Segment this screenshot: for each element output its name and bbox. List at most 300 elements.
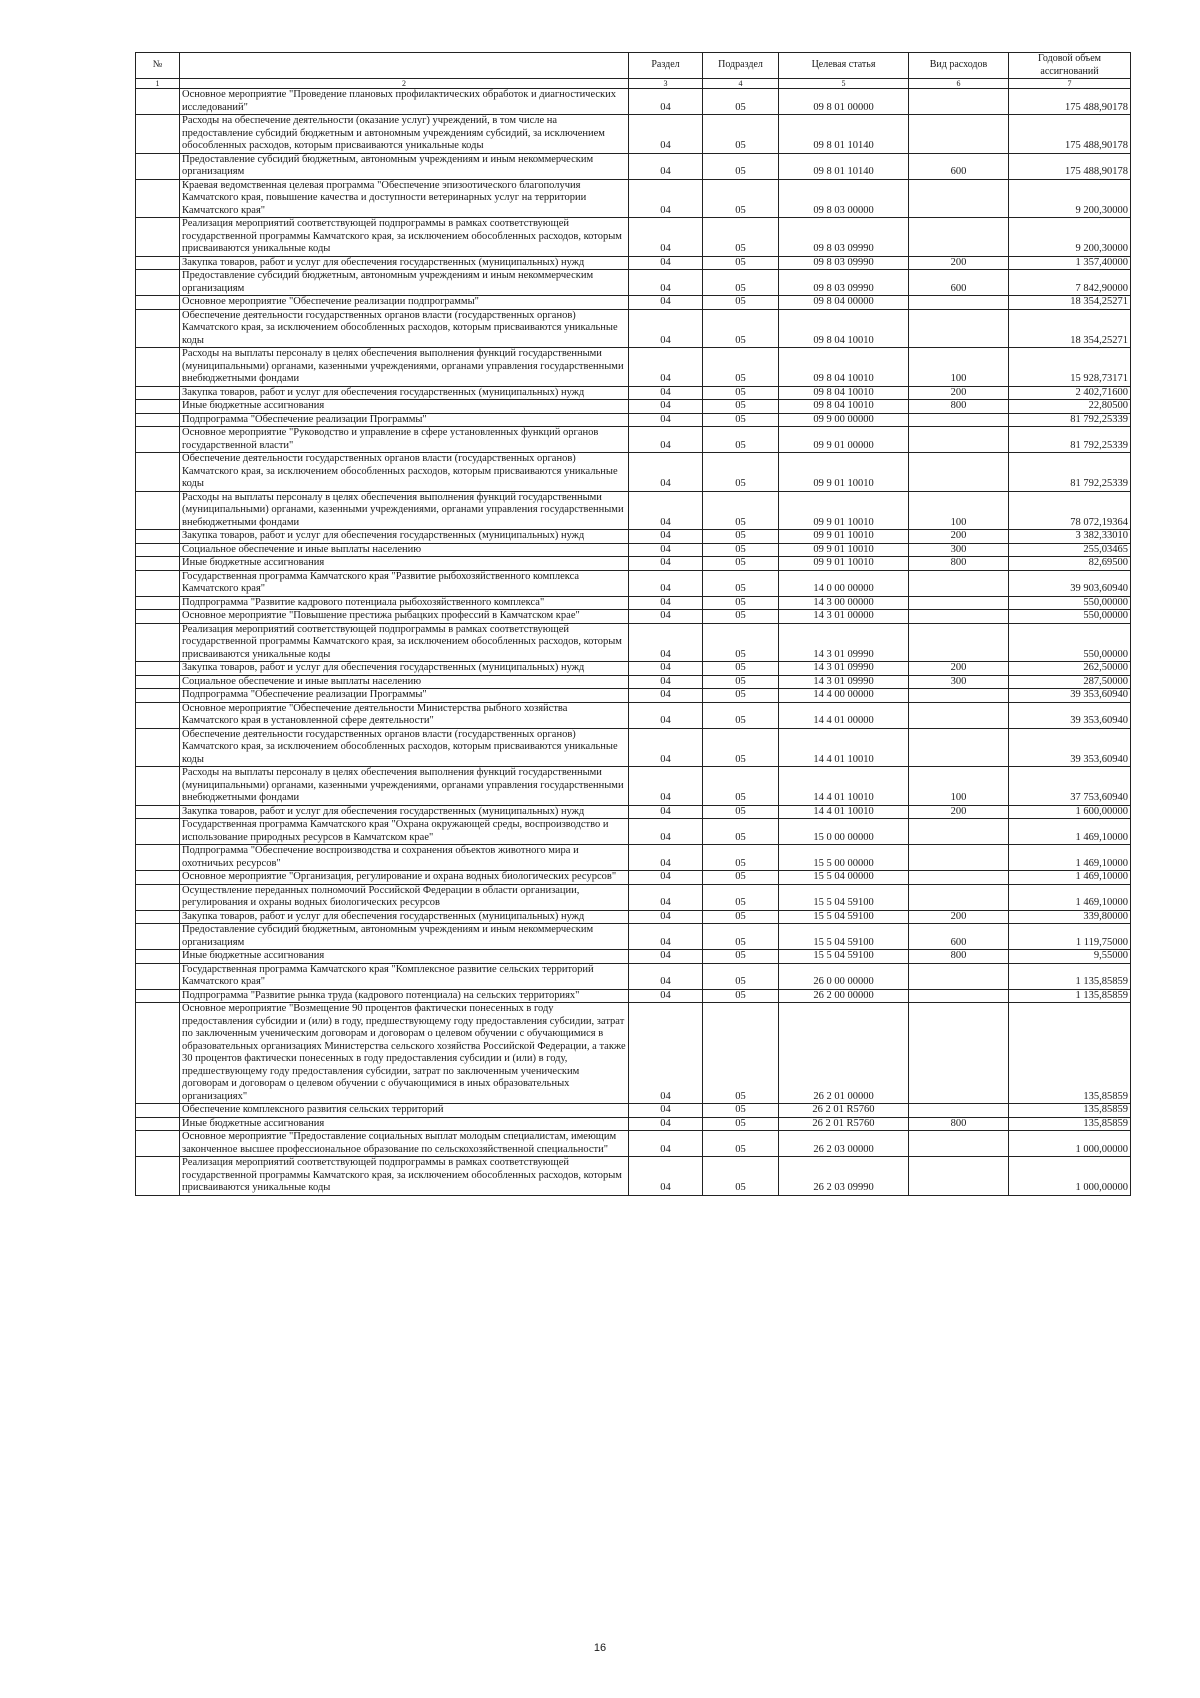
- cell-num: [136, 910, 180, 924]
- cell-vid-rashodov: [909, 1131, 1009, 1157]
- cell-celevaya-statya: 15 5 04 00000: [779, 871, 909, 885]
- table-row: [136, 530, 1131, 544]
- cell-podrazdel: 05: [703, 924, 779, 950]
- cell-razdel: 04: [629, 543, 703, 557]
- cell-description: Иные бюджетные ассигнования: [180, 950, 629, 964]
- table-header-row: [136, 53, 1131, 79]
- cell-podrazdel: 05: [703, 89, 779, 115]
- cell-vid-rashodov: [909, 963, 1009, 989]
- cell-num: [136, 610, 180, 624]
- table-row: [136, 557, 1131, 571]
- cell-vid-rashodov: 100: [909, 767, 1009, 806]
- cell-godovoy-obem: 39 903,60940: [1009, 570, 1131, 596]
- table-row: [136, 689, 1131, 703]
- cell-podrazdel: 05: [703, 1117, 779, 1131]
- cell-num: [136, 413, 180, 427]
- cell-vid-rashodov: [909, 413, 1009, 427]
- cell-razdel: 04: [629, 805, 703, 819]
- cell-vid-rashodov: [909, 871, 1009, 885]
- cell-vid-rashodov: 200: [909, 662, 1009, 676]
- cell-vid-rashodov: 600: [909, 270, 1009, 296]
- cell-celevaya-statya: 09 8 03 00000: [779, 179, 909, 218]
- cell-num: [136, 270, 180, 296]
- cell-description: Закупка товаров, работ и услуг для обеспечения государственных (муниципальных) нужд: [180, 662, 629, 676]
- cell-num: [136, 570, 180, 596]
- cell-description: Государственная программа Камчатского края "Комплексное развитие сельских территорий Камчатского края": [180, 963, 629, 989]
- table-row: [136, 1104, 1131, 1118]
- cell-celevaya-statya: 09 9 00 00000: [779, 413, 909, 427]
- cell-description: Расходы на обеспечение деятельности (оказание услуг) учреждений, в том числе на предоставление субсидий бюджетным и автономным учреждениям субсидий, за исключением обособленных расходов, которым присваиваются уникальные коды: [180, 115, 629, 154]
- cell-razdel: 04: [629, 910, 703, 924]
- cell-description: Основное мероприятие "Повышение престижа рыбацких профессий в Камчатском крае": [180, 610, 629, 624]
- cell-celevaya-statya: 09 8 04 10010: [779, 348, 909, 387]
- cell-description: Иные бюджетные ассигнования: [180, 1117, 629, 1131]
- cell-razdel: 04: [629, 871, 703, 885]
- table-row: [136, 1131, 1131, 1157]
- cell-podrazdel: 05: [703, 1003, 779, 1104]
- cell-podrazdel: 05: [703, 296, 779, 310]
- cell-num: [136, 256, 180, 270]
- table-row: [136, 89, 1131, 115]
- cell-razdel: 04: [629, 767, 703, 806]
- column-number-row: [136, 79, 1131, 89]
- cell-vid-rashodov: [909, 819, 1009, 845]
- table-row: [136, 491, 1131, 530]
- cell-godovoy-obem: 82,69500: [1009, 557, 1131, 571]
- cell-podrazdel: 05: [703, 675, 779, 689]
- cell-description: Расходы на выплаты персоналу в целях обеспечения выполнения функций государственными (муниципальными) органами, казенными учреждениями, органами управления государственными внебюджетными фондами: [180, 491, 629, 530]
- cell-vid-rashodov: 100: [909, 348, 1009, 387]
- cell-num: [136, 989, 180, 1003]
- cell-celevaya-statya: 09 8 01 10140: [779, 153, 909, 179]
- cell-num: [136, 728, 180, 767]
- cell-vid-rashodov: 200: [909, 386, 1009, 400]
- column-number: 2: [180, 79, 629, 89]
- cell-vid-rashodov: [909, 702, 1009, 728]
- cell-celevaya-statya: 14 4 01 10010: [779, 767, 909, 806]
- cell-vid-rashodov: [909, 89, 1009, 115]
- cell-godovoy-obem: 550,00000: [1009, 596, 1131, 610]
- cell-celevaya-statya: 15 5 04 59100: [779, 924, 909, 950]
- cell-podrazdel: 05: [703, 348, 779, 387]
- table-row: [136, 153, 1131, 179]
- cell-podrazdel: 05: [703, 596, 779, 610]
- cell-celevaya-statya: 14 3 01 00000: [779, 610, 909, 624]
- table-row: [136, 1157, 1131, 1196]
- cell-num: [136, 662, 180, 676]
- cell-celevaya-statya: 09 9 01 10010: [779, 557, 909, 571]
- cell-num: [136, 348, 180, 387]
- cell-description: Закупка товаров, работ и услуг для обеспечения государственных (муниципальных) нужд: [180, 910, 629, 924]
- cell-num: [136, 453, 180, 492]
- cell-podrazdel: 05: [703, 767, 779, 806]
- cell-celevaya-statya: 14 4 01 00000: [779, 702, 909, 728]
- cell-podrazdel: 05: [703, 115, 779, 154]
- cell-razdel: 04: [629, 728, 703, 767]
- cell-num: [136, 767, 180, 806]
- cell-celevaya-statya: 26 2 00 00000: [779, 989, 909, 1003]
- cell-num: [136, 884, 180, 910]
- cell-razdel: 04: [629, 570, 703, 596]
- column-number: 3: [629, 79, 703, 89]
- cell-description: Обеспечение деятельности государственных органов власти (государственных органов) Камчатского края, за исключением обособленных расходов, которым присваиваются уникальные коды: [180, 309, 629, 348]
- cell-vid-rashodov: 200: [909, 530, 1009, 544]
- cell-celevaya-statya: 09 8 03 09990: [779, 270, 909, 296]
- cell-godovoy-obem: 22,80500: [1009, 400, 1131, 414]
- page-number: 16: [593, 1642, 607, 1654]
- cell-godovoy-obem: 135,85859: [1009, 1117, 1131, 1131]
- cell-razdel: 04: [629, 256, 703, 270]
- cell-vid-rashodov: [909, 884, 1009, 910]
- cell-celevaya-statya: 09 8 01 00000: [779, 89, 909, 115]
- cell-godovoy-obem: 1 135,85859: [1009, 963, 1131, 989]
- cell-podrazdel: 05: [703, 1131, 779, 1157]
- cell-podrazdel: 05: [703, 819, 779, 845]
- cell-vid-rashodov: 800: [909, 950, 1009, 964]
- cell-num: [136, 400, 180, 414]
- cell-num: [136, 819, 180, 845]
- cell-num: [136, 543, 180, 557]
- table-row: [136, 1003, 1131, 1104]
- cell-godovoy-obem: 39 353,60940: [1009, 728, 1131, 767]
- cell-description: Иные бюджетные ассигнования: [180, 400, 629, 414]
- cell-godovoy-obem: 1 135,85859: [1009, 989, 1131, 1003]
- cell-celevaya-statya: 14 3 01 09990: [779, 675, 909, 689]
- table-row: [136, 596, 1131, 610]
- cell-description: Закупка товаров, работ и услуг для обеспечения государственных (муниципальных) нужд: [180, 386, 629, 400]
- cell-podrazdel: 05: [703, 543, 779, 557]
- header-num: №: [136, 53, 180, 79]
- cell-podrazdel: 05: [703, 309, 779, 348]
- column-number: 4: [703, 79, 779, 89]
- cell-num: [136, 386, 180, 400]
- cell-razdel: 04: [629, 153, 703, 179]
- cell-podrazdel: 05: [703, 805, 779, 819]
- cell-description: Реализация мероприятий соответствующей подпрограммы в рамках соответствующей государственной программы Камчатского края, за исключением обособленных расходов, которым присваиваются уникальные коды: [180, 623, 629, 662]
- cell-razdel: 04: [629, 557, 703, 571]
- cell-podrazdel: 05: [703, 950, 779, 964]
- cell-num: [136, 1104, 180, 1118]
- cell-razdel: 04: [629, 963, 703, 989]
- cell-vid-rashodov: [909, 610, 1009, 624]
- cell-num: [136, 871, 180, 885]
- cell-vid-rashodov: 200: [909, 805, 1009, 819]
- cell-godovoy-obem: 9 200,30000: [1009, 179, 1131, 218]
- cell-num: [136, 950, 180, 964]
- cell-vid-rashodov: [909, 1104, 1009, 1118]
- column-number: 5: [779, 79, 909, 89]
- cell-razdel: 04: [629, 1003, 703, 1104]
- cell-godovoy-obem: 255,03465: [1009, 543, 1131, 557]
- table-row: [136, 453, 1131, 492]
- cell-description: Государственная программа Камчатского края "Развитие рыбохозяйственного комплекса Камчатского края": [180, 570, 629, 596]
- cell-podrazdel: 05: [703, 400, 779, 414]
- cell-description: Основное мероприятие "Возмещение 90 процентов фактически понесенных в году предоставления субсидии и (или) в году, предшествующему году предоставления субсидии, затрат по заключенным ученическим договорам и договорам о целевом обучении с обучающимися в образовательных организациях Министерства сельского хозяйства Российской Федерации, а также 30 процентов фактически понесенных в году предоставления субсидии и (или) в году, предшествующему году предоставления субсидии, затрат по заключенным ученическим договорам и договорам о целевом обучении с обучающимися в иных образовательных организациях": [180, 1003, 629, 1104]
- column-number: 7: [1009, 79, 1131, 89]
- table-row: [136, 296, 1131, 310]
- cell-vid-rashodov: [909, 989, 1009, 1003]
- cell-description: Предоставление субсидий бюджетным, автономным учреждениям и иным некоммерческим организациям: [180, 153, 629, 179]
- cell-vid-rashodov: 300: [909, 543, 1009, 557]
- cell-num: [136, 179, 180, 218]
- cell-vid-rashodov: 600: [909, 153, 1009, 179]
- cell-vid-rashodov: [909, 596, 1009, 610]
- cell-description: Основное мероприятие "Предоставление социальных выплат молодым специалистам, имеющим законченное высшее профессиональное образование по сельскохозяйственной специальности": [180, 1131, 629, 1157]
- cell-num: [136, 491, 180, 530]
- header-razdel: Раздел: [629, 53, 703, 79]
- table-row: [136, 115, 1131, 154]
- cell-celevaya-statya: 09 9 01 10010: [779, 491, 909, 530]
- table-row: [136, 662, 1131, 676]
- cell-celevaya-statya: 14 4 01 10010: [779, 805, 909, 819]
- cell-description: Обеспечение деятельности государственных органов власти (государственных органов) Камчатского края, за исключением обособленных расходов, которым присваиваются уникальные коды: [180, 728, 629, 767]
- cell-description: Основное мероприятие "Организация, регулирование и охрана водных биологических ресурсов": [180, 871, 629, 885]
- header-description: [180, 53, 629, 79]
- table-row: [136, 610, 1131, 624]
- cell-description: Основное мероприятие "Проведение плановых профилактических обработок и диагностических исследований": [180, 89, 629, 115]
- cell-podrazdel: 05: [703, 413, 779, 427]
- table-row: [136, 675, 1131, 689]
- cell-num: [136, 1117, 180, 1131]
- cell-num: [136, 296, 180, 310]
- cell-podrazdel: 05: [703, 179, 779, 218]
- cell-razdel: 04: [629, 950, 703, 964]
- cell-razdel: 04: [629, 1157, 703, 1196]
- cell-vid-rashodov: 200: [909, 256, 1009, 270]
- cell-razdel: 04: [629, 1131, 703, 1157]
- cell-vid-rashodov: 300: [909, 675, 1009, 689]
- cell-num: [136, 623, 180, 662]
- cell-podrazdel: 05: [703, 871, 779, 885]
- cell-num: [136, 427, 180, 453]
- cell-description: Социальное обеспечение и иные выплаты населению: [180, 675, 629, 689]
- table-row: [136, 728, 1131, 767]
- cell-description: Реализация мероприятий соответствующей подпрограммы в рамках соответствующей государственной программы Камчатского края, за исключением обособленных расходов, которым присваиваются уникальные коды: [180, 1157, 629, 1196]
- cell-celevaya-statya: 09 8 01 10140: [779, 115, 909, 154]
- cell-godovoy-obem: 262,50000: [1009, 662, 1131, 676]
- cell-razdel: 04: [629, 623, 703, 662]
- cell-celevaya-statya: 09 8 03 09990: [779, 256, 909, 270]
- cell-razdel: 04: [629, 884, 703, 910]
- cell-godovoy-obem: 15 928,73171: [1009, 348, 1131, 387]
- cell-godovoy-obem: 37 753,60940: [1009, 767, 1131, 806]
- cell-description: Государственная программа Камчатского края "Охрана окружающей среды, воспроизводство и использование природных ресурсов в Камчатском крае": [180, 819, 629, 845]
- cell-vid-rashodov: [909, 570, 1009, 596]
- cell-num: [136, 1003, 180, 1104]
- cell-godovoy-obem: 175 488,90178: [1009, 115, 1131, 154]
- cell-description: Обеспечение деятельности государственных органов власти (государственных органов) Камчатского края, за исключением обособленных расходов, которым присваиваются уникальные коды: [180, 453, 629, 492]
- cell-godovoy-obem: 135,85859: [1009, 1003, 1131, 1104]
- table-row: [136, 989, 1131, 1003]
- cell-celevaya-statya: 09 8 04 10010: [779, 386, 909, 400]
- cell-description: Закупка товаров, работ и услуг для обеспечения государственных (муниципальных) нужд: [180, 256, 629, 270]
- cell-celevaya-statya: 26 2 01 R5760: [779, 1104, 909, 1118]
- cell-vid-rashodov: 800: [909, 400, 1009, 414]
- cell-podrazdel: 05: [703, 386, 779, 400]
- cell-num: [136, 1157, 180, 1196]
- cell-godovoy-obem: 18 354,25271: [1009, 309, 1131, 348]
- cell-razdel: 04: [629, 530, 703, 544]
- cell-razdel: 04: [629, 115, 703, 154]
- cell-celevaya-statya: 15 5 00 00000: [779, 845, 909, 871]
- cell-vid-rashodov: [909, 453, 1009, 492]
- table-row: [136, 270, 1131, 296]
- cell-celevaya-statya: 15 5 04 59100: [779, 950, 909, 964]
- table-row: [136, 427, 1131, 453]
- cell-description: Подпрограмма "Обеспечение реализации Программы": [180, 689, 629, 703]
- cell-celevaya-statya: 14 4 00 00000: [779, 689, 909, 703]
- cell-podrazdel: 05: [703, 728, 779, 767]
- cell-num: [136, 596, 180, 610]
- cell-razdel: 04: [629, 309, 703, 348]
- table-row: [136, 309, 1131, 348]
- cell-num: [136, 309, 180, 348]
- cell-razdel: 04: [629, 386, 703, 400]
- cell-num: [136, 845, 180, 871]
- cell-description: Закупка товаров, работ и услуг для обеспечения государственных (муниципальных) нужд: [180, 530, 629, 544]
- cell-godovoy-obem: 1 357,40000: [1009, 256, 1131, 270]
- cell-num: [136, 89, 180, 115]
- cell-podrazdel: 05: [703, 491, 779, 530]
- cell-num: [136, 1131, 180, 1157]
- cell-celevaya-statya: 09 9 01 10010: [779, 453, 909, 492]
- cell-godovoy-obem: 81 792,25339: [1009, 413, 1131, 427]
- cell-godovoy-obem: 81 792,25339: [1009, 427, 1131, 453]
- table-row: [136, 1117, 1131, 1131]
- cell-razdel: 04: [629, 1104, 703, 1118]
- cell-celevaya-statya: 15 5 04 59100: [779, 910, 909, 924]
- table-body: [136, 89, 1131, 1196]
- cell-godovoy-obem: 550,00000: [1009, 610, 1131, 624]
- cell-vid-rashodov: 600: [909, 924, 1009, 950]
- cell-celevaya-statya: 14 4 01 10010: [779, 728, 909, 767]
- cell-razdel: 04: [629, 179, 703, 218]
- cell-celevaya-statya: 09 9 01 00000: [779, 427, 909, 453]
- table-row: [136, 348, 1131, 387]
- table-row: [136, 570, 1131, 596]
- cell-godovoy-obem: 550,00000: [1009, 623, 1131, 662]
- table-row: [136, 386, 1131, 400]
- cell-vid-rashodov: [909, 689, 1009, 703]
- table-row: [136, 767, 1131, 806]
- cell-podrazdel: 05: [703, 530, 779, 544]
- cell-podrazdel: 05: [703, 427, 779, 453]
- cell-celevaya-statya: 15 5 04 59100: [779, 884, 909, 910]
- cell-godovoy-obem: 1 000,00000: [1009, 1157, 1131, 1196]
- cell-razdel: 04: [629, 675, 703, 689]
- cell-godovoy-obem: 1 469,10000: [1009, 845, 1131, 871]
- cell-celevaya-statya: 26 2 03 00000: [779, 1131, 909, 1157]
- cell-razdel: 04: [629, 924, 703, 950]
- cell-num: [136, 115, 180, 154]
- cell-num: [136, 557, 180, 571]
- cell-celevaya-statya: 09 8 04 10010: [779, 309, 909, 348]
- cell-num: [136, 689, 180, 703]
- column-number: 6: [909, 79, 1009, 89]
- cell-razdel: 04: [629, 689, 703, 703]
- cell-godovoy-obem: 39 353,60940: [1009, 702, 1131, 728]
- cell-razdel: 04: [629, 270, 703, 296]
- cell-podrazdel: 05: [703, 218, 779, 257]
- cell-description: Предоставление субсидий бюджетным, автономным учреждениям и иным некоммерческим организациям: [180, 924, 629, 950]
- cell-podrazdel: 05: [703, 623, 779, 662]
- cell-godovoy-obem: 135,85859: [1009, 1104, 1131, 1118]
- cell-podrazdel: 05: [703, 989, 779, 1003]
- cell-podrazdel: 05: [703, 1104, 779, 1118]
- cell-razdel: 04: [629, 296, 703, 310]
- cell-description: Расходы на выплаты персоналу в целях обеспечения выполнения функций государственными (муниципальными) органами, казенными учреждениями, органами управления государственными внебюджетными фондами: [180, 767, 629, 806]
- column-number: 1: [136, 79, 180, 89]
- cell-description: Подпрограмма "Обеспечение реализации Программы": [180, 413, 629, 427]
- cell-podrazdel: 05: [703, 256, 779, 270]
- cell-num: [136, 702, 180, 728]
- cell-description: Предоставление субсидий бюджетным, автономным учреждениям и иным некоммерческим организациям: [180, 270, 629, 296]
- cell-razdel: 04: [629, 491, 703, 530]
- table-row: [136, 702, 1131, 728]
- cell-razdel: 04: [629, 400, 703, 414]
- cell-godovoy-obem: 2 402,71600: [1009, 386, 1131, 400]
- cell-description: Иные бюджетные ассигнования: [180, 557, 629, 571]
- cell-godovoy-obem: 339,80000: [1009, 910, 1131, 924]
- cell-description: Расходы на выплаты персоналу в целях обеспечения выполнения функций государственными (муниципальными) органами, казенными учреждениями, органами управления государственными внебюджетными фондами: [180, 348, 629, 387]
- cell-podrazdel: 05: [703, 662, 779, 676]
- cell-podrazdel: 05: [703, 557, 779, 571]
- table-row: [136, 805, 1131, 819]
- table-row: [136, 179, 1131, 218]
- cell-description: Подпрограмма "Развитие рынка труда (кадрового потенциала) на сельских территориях": [180, 989, 629, 1003]
- cell-celevaya-statya: 26 0 00 00000: [779, 963, 909, 989]
- cell-description: Обеспечение комплексного развития сельских территорий: [180, 1104, 629, 1118]
- table-row: [136, 845, 1131, 871]
- budget-table-sheet: [135, 52, 1131, 1196]
- cell-razdel: 04: [629, 348, 703, 387]
- cell-razdel: 04: [629, 427, 703, 453]
- cell-description: Закупка товаров, работ и услуг для обеспечения государственных (муниципальных) нужд: [180, 805, 629, 819]
- cell-description: Социальное обеспечение и иные выплаты населению: [180, 543, 629, 557]
- cell-celevaya-statya: 26 2 01 00000: [779, 1003, 909, 1104]
- cell-celevaya-statya: 14 3 01 09990: [779, 662, 909, 676]
- cell-razdel: 04: [629, 989, 703, 1003]
- cell-podrazdel: 05: [703, 702, 779, 728]
- cell-podrazdel: 05: [703, 884, 779, 910]
- cell-description: Краевая ведомственная целевая программа "Обеспечение эпизоотического благополучия Камчатского края, повышение качества и доступности ветеринарных услуг на территории Камчатского края": [180, 179, 629, 218]
- table-row: [136, 623, 1131, 662]
- cell-num: [136, 218, 180, 257]
- cell-num: [136, 530, 180, 544]
- cell-podrazdel: 05: [703, 270, 779, 296]
- cell-podrazdel: 05: [703, 153, 779, 179]
- table-row: [136, 218, 1131, 257]
- cell-num: [136, 153, 180, 179]
- cell-celevaya-statya: 26 2 03 09990: [779, 1157, 909, 1196]
- header-vid-rashodov: Вид расходов: [909, 53, 1009, 79]
- cell-godovoy-obem: 3 382,33010: [1009, 530, 1131, 544]
- cell-vid-rashodov: [909, 845, 1009, 871]
- cell-podrazdel: 05: [703, 1157, 779, 1196]
- cell-razdel: 04: [629, 596, 703, 610]
- cell-razdel: 04: [629, 702, 703, 728]
- cell-vid-rashodov: [909, 309, 1009, 348]
- table-row: [136, 871, 1131, 885]
- cell-razdel: 04: [629, 662, 703, 676]
- cell-podrazdel: 05: [703, 570, 779, 596]
- table-row: [136, 413, 1131, 427]
- cell-godovoy-obem: 9,55000: [1009, 950, 1131, 964]
- cell-godovoy-obem: 81 792,25339: [1009, 453, 1131, 492]
- cell-razdel: 04: [629, 819, 703, 845]
- cell-godovoy-obem: 7 842,90000: [1009, 270, 1131, 296]
- table-row: [136, 819, 1131, 845]
